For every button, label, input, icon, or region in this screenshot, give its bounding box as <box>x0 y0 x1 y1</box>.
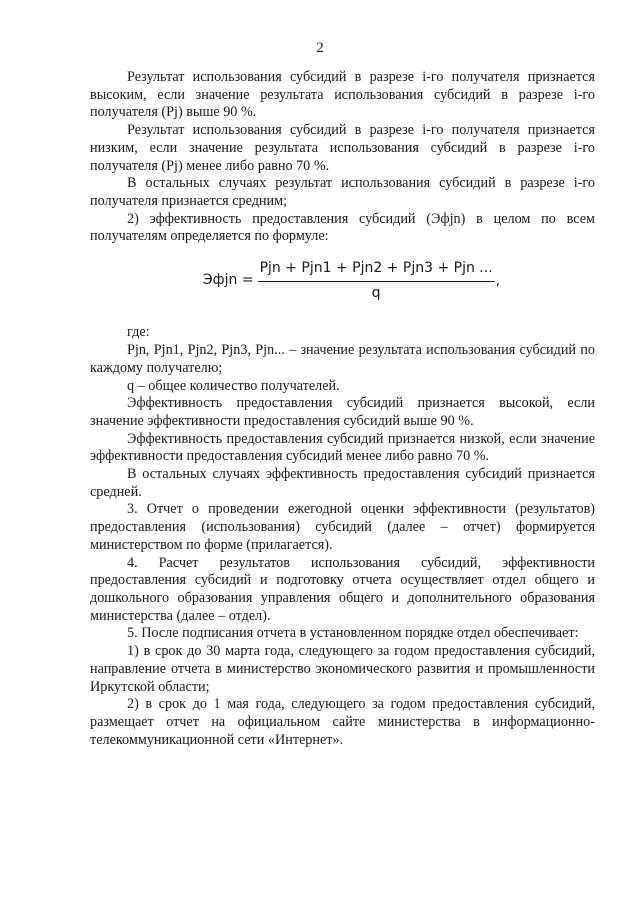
page-number: 2 <box>316 40 324 56</box>
paragraph-item-4: 4. Расчет результатов использования субсидий, эффективности предоставления субсидий и подготовку отчета осуществляет отдел общего и дошкольного образования управления общего и дополнительного образования министерства (далее – отдел). <box>90 554 595 624</box>
paragraph-result-high: Результат использования субсидий в разрезе i-го получателя признается высоким, если значение результата использования субсидий в разрезе i-го получателя (Pj) выше 90 %. <box>90 69 595 121</box>
paragraph-subitem-1: 1) в срок до 30 марта года, следующего за годом предоставления субсидий, направление отчета в министерство экономического развития и промышленности Иркутской области; <box>90 643 595 695</box>
paragraph-efficiency-low: Эффективность предоставления субсидий признается низкой, если значение эффективности предоставления субсидий менее либо равно 70 %. <box>90 430 595 465</box>
paragraph-subitem-2: 2) в срок до 1 мая года, следующего за годом предоставления субсидий, размещает отчет на официальном сайте министерства в информационно-телекоммуникационной сети «Интернет». <box>90 696 595 748</box>
formula-numerator: Pjn + Pjn1 + Pjn2 + Pjn3 + Pjn ... <box>258 260 495 282</box>
paragraph-item-3: 3. Отчет о проведении ежегодной оценки эффективности (результатов) предоставления (использования) субсидий (далее – отчет) формируется министерством по форме (прилагается). <box>90 501 595 553</box>
paragraph-result-medium: В остальных случаях результат использования субсидий в разрезе i-го получателя признается средним; <box>90 175 595 209</box>
paragraph-q-definition: q – общее количество получателей. <box>127 377 340 394</box>
paragraph-pjn-definition: Pjn, Pjn1, Pjn2, Pjn3, Pjn... – значение результата использования субсидий по каждому получателю; <box>90 342 595 376</box>
efficiency-formula <box>90 260 595 302</box>
document-body <box>90 69 595 749</box>
formula-denominator: q <box>371 284 381 301</box>
formula-lhs: Эфjn = <box>202 272 254 289</box>
formula-fraction <box>258 260 495 302</box>
formula-comma: , <box>495 273 501 290</box>
paragraph-efficiency-intro: 2) эффективность предоставления субсидий (Эфjn) в целом по всем получателям определяется по формуле: <box>90 210 595 245</box>
paragraph-efficiency-medium: В остальных случаях эффективность предоставления субсидий признается средней. <box>90 466 595 500</box>
paragraph-result-low: Результат использования субсидий в разрезе i-го получателя признается низким, если значение результата использования субсидий в разрезе i-го получателя (Pj) менее либо равно 70 %. <box>90 122 595 174</box>
paragraph-efficiency-high: Эффективность предоставления субсидий признается высокой, если значение эффективности предоставления субсидий выше 90 %. <box>90 395 595 429</box>
paragraph-item-5: 5. После подписания отчета в установленном порядке отдел обеспечивает: <box>127 625 579 642</box>
where-label: где: <box>127 324 150 341</box>
